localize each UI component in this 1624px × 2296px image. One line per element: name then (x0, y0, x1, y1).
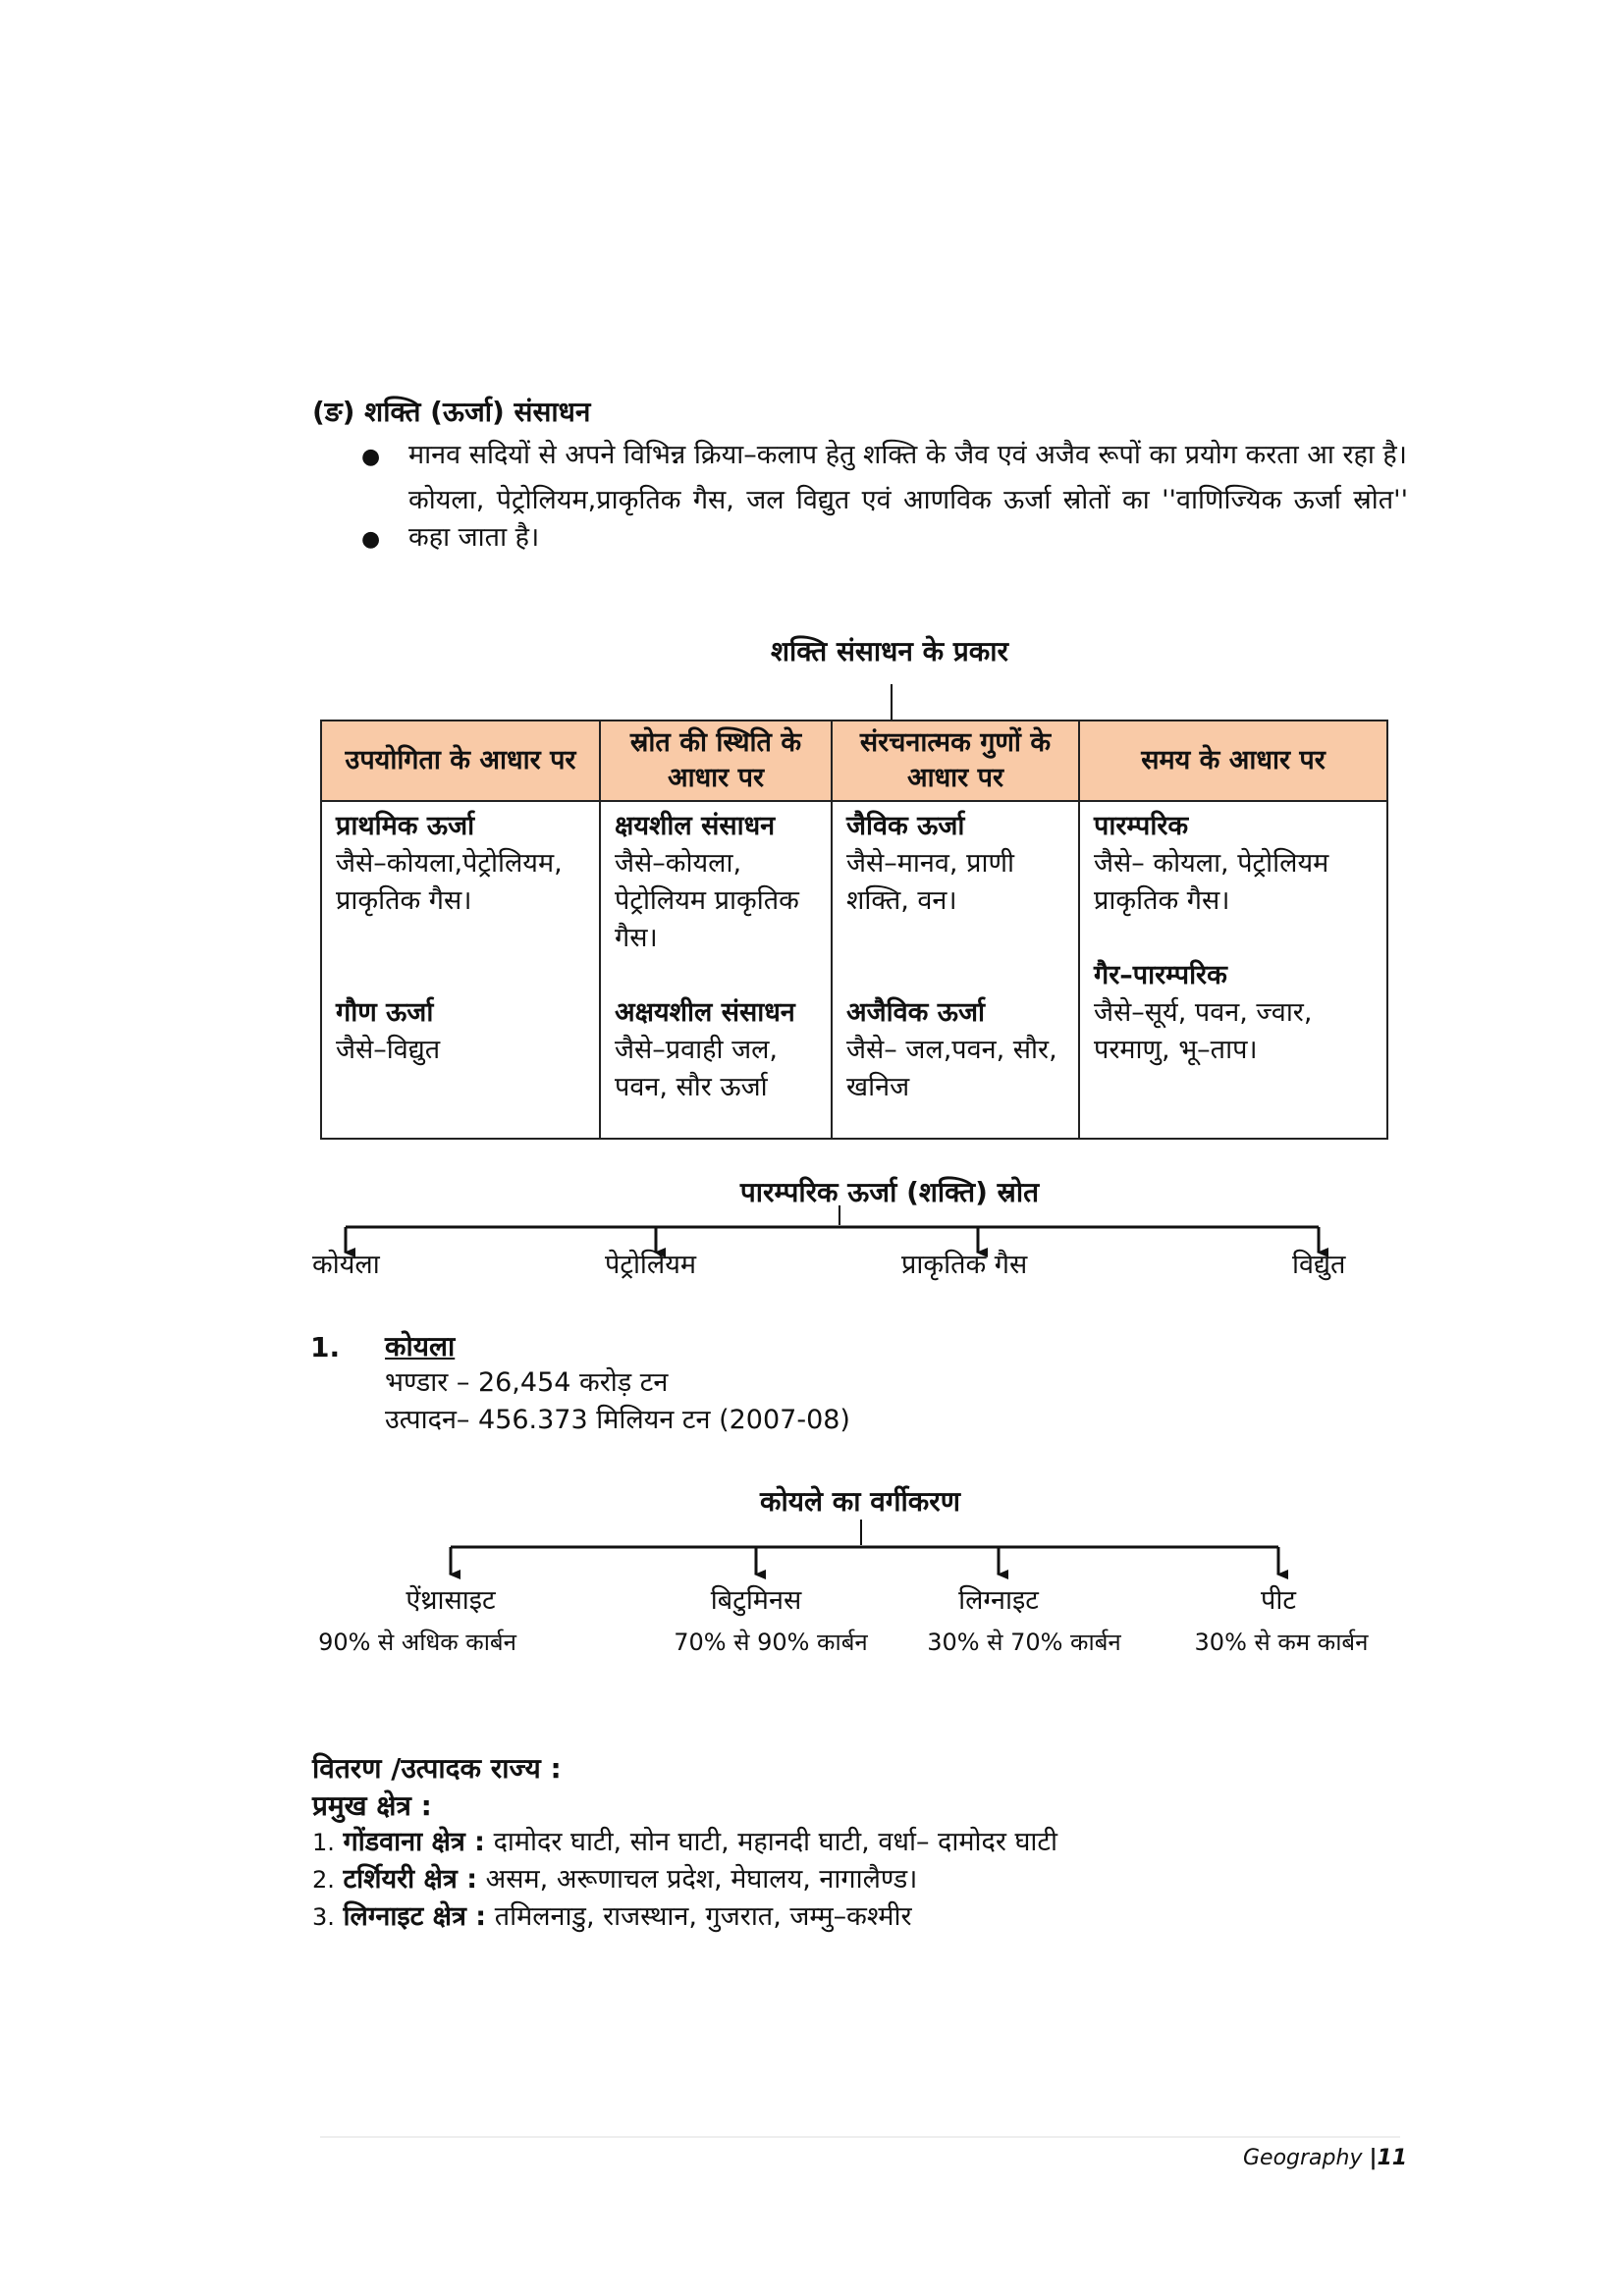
distribution-subtitle: प्रमुख क्षेत्र : (312, 1789, 432, 1822)
footer-divider (320, 2136, 1400, 2138)
traditional-source-item: प्राकृतिक गैस (901, 1250, 1028, 1280)
table-cell (832, 801, 1079, 1139)
table-header-cell: समय के आधार पर (1079, 721, 1387, 801)
table-header-cell: संरचनात्मक गुणों के आधार पर (832, 721, 1079, 801)
bullet-dot-icon: ● (361, 527, 381, 552)
cell-heading: क्षयशील संसाधन (615, 811, 776, 841)
coal-title: कोयला (385, 1330, 456, 1362)
cell-heading: जैविक ऊर्जा (846, 811, 965, 841)
region-name: गोंडवाना क्षेत्र : (343, 1827, 485, 1857)
bullet-dot-icon: ● (361, 445, 381, 469)
coal-classification-title: कोयले का वर्गीकरण (759, 1485, 961, 1518)
cell-heading: अजैविक ऊर्जा (846, 997, 986, 1028)
cell-text: जैसे– कोयला, पेट्रोलियम प्राकृतिक गैस। (1094, 848, 1329, 916)
bullet-item: कोयला, पेट्रोलियम,प्राकृतिक गैस, जल विद्युत एवं आणविक ऊर्जा स्रोतों का ''वाणिज्यिक ऊर्जा स्रोत'' कहा जाता है। (408, 485, 1408, 553)
distribution-title: वितरण /उत्पादक राज्य : (312, 1752, 562, 1785)
coal-type-name: ऐंथ्रासाइट (406, 1585, 496, 1616)
region-states: असम, अरूणाचल प्रदेश, मेघालय, नागालैण्ड। (485, 1864, 918, 1895)
traditional-source-item: कोयला (312, 1250, 380, 1280)
region-states: दामोदर घाटी, सोन घाटी, महानदी घाटी, वर्धा– दामोदर घाटी (493, 1827, 1058, 1857)
coal-type-carbon: 90% से अधिक कार्बन (318, 1629, 516, 1656)
region-name: लिग्नाइट क्षेत्र : (343, 1901, 487, 1932)
table-cell (321, 801, 600, 1139)
coal-number: 1. (310, 1331, 341, 1363)
table-cell (1079, 801, 1387, 1139)
region-number: 2. (312, 1866, 335, 1894)
cell-text: जैसे–कोयला,पेट्रोलियम, प्राकृतिक गैस। (336, 848, 563, 916)
cell-heading: प्राथमिक ऊर्जा (336, 811, 475, 841)
coal-type-carbon: 30% से 70% कार्बन (927, 1629, 1121, 1656)
coal-type-carbon: 30% से कम कार्बन (1194, 1629, 1369, 1656)
cell-text: जैसे–विद्युत (336, 1035, 441, 1065)
region-line (312, 1861, 917, 1898)
traditional-source-item: पेट्रोलियम (605, 1250, 697, 1280)
region-number: 1. (312, 1829, 335, 1856)
table-cell (600, 801, 832, 1139)
table-row (321, 801, 1387, 1139)
coal-type-name: बिटुमिनस (710, 1585, 802, 1616)
region-line (312, 1898, 912, 1936)
table-header-cell: स्रोत की स्थिति के आधार पर (600, 721, 832, 801)
coal-reserve: भण्डार – 26,454 करोड़ टन (385, 1367, 669, 1398)
region-name: टर्शियरी क्षेत्र : (343, 1864, 478, 1895)
cell-text: जैसे–कोयला, पेट्रोलियम प्राकृतिक गैस। (615, 848, 799, 953)
table-title: शक्ति संसाधन के प्रकार (770, 635, 1009, 667)
table-header-row (321, 721, 1387, 801)
traditional-sources-title: पारम्परिक ऊर्जा (शक्ति) स्रोत (739, 1176, 1040, 1208)
power-resource-types-table (320, 720, 1388, 1140)
cell-heading: पारम्परिक (1094, 811, 1189, 841)
cell-heading: गौण ऊर्जा (336, 997, 434, 1028)
bullet-item: मानव सदियों से अपने विभिन्न क्रिया–कलाप हेतु शक्ति के जैव एवं अजैव रूपों का प्रयोग करता आ रहा है। (408, 440, 1407, 470)
cell-text: जैसे–सूर्य, पवन, ज्वार, परमाणु, भू–ताप। (1094, 997, 1313, 1065)
footer-page-number: |11 (1369, 2146, 1408, 2170)
cell-heading: गैर–पारम्परिक (1094, 960, 1227, 990)
region-number: 3. (312, 1903, 335, 1931)
coal-type-carbon: 70% से 90% कार्बन (674, 1629, 868, 1656)
section-title: (ङ) शक्ति (ऊर्जा) संसाधन (312, 396, 591, 428)
footer (1243, 2146, 1407, 2170)
cell-text: जैसे– जल,पवन, सौर, खनिज (846, 1035, 1057, 1102)
traditional-source-item: विद्युत (1292, 1250, 1346, 1280)
table-header-cell: उपयोगिता के आधार पर (321, 721, 600, 801)
footer-subject: Geography (1243, 2146, 1363, 2170)
cell-text: जैसे–मानव, प्राणी शक्ति, वन। (846, 848, 1014, 916)
coal-production: उत्पादन– 456.373 मिलियन टन (2007-08) (385, 1405, 850, 1435)
region-states: तमिलनाडु, राजस्थान, गुजरात, जम्मु–कश्मीर (494, 1901, 912, 1932)
region-line (312, 1824, 1057, 1861)
coal-type-name: लिग्नाइट (958, 1585, 1039, 1616)
cell-heading: अक्षयशील संसाधन (615, 997, 795, 1028)
cell-text: जैसे–प्रवाही जल, पवन, सौर ऊर्जा (615, 1035, 778, 1102)
coal-type-name: पीट (1261, 1585, 1296, 1616)
